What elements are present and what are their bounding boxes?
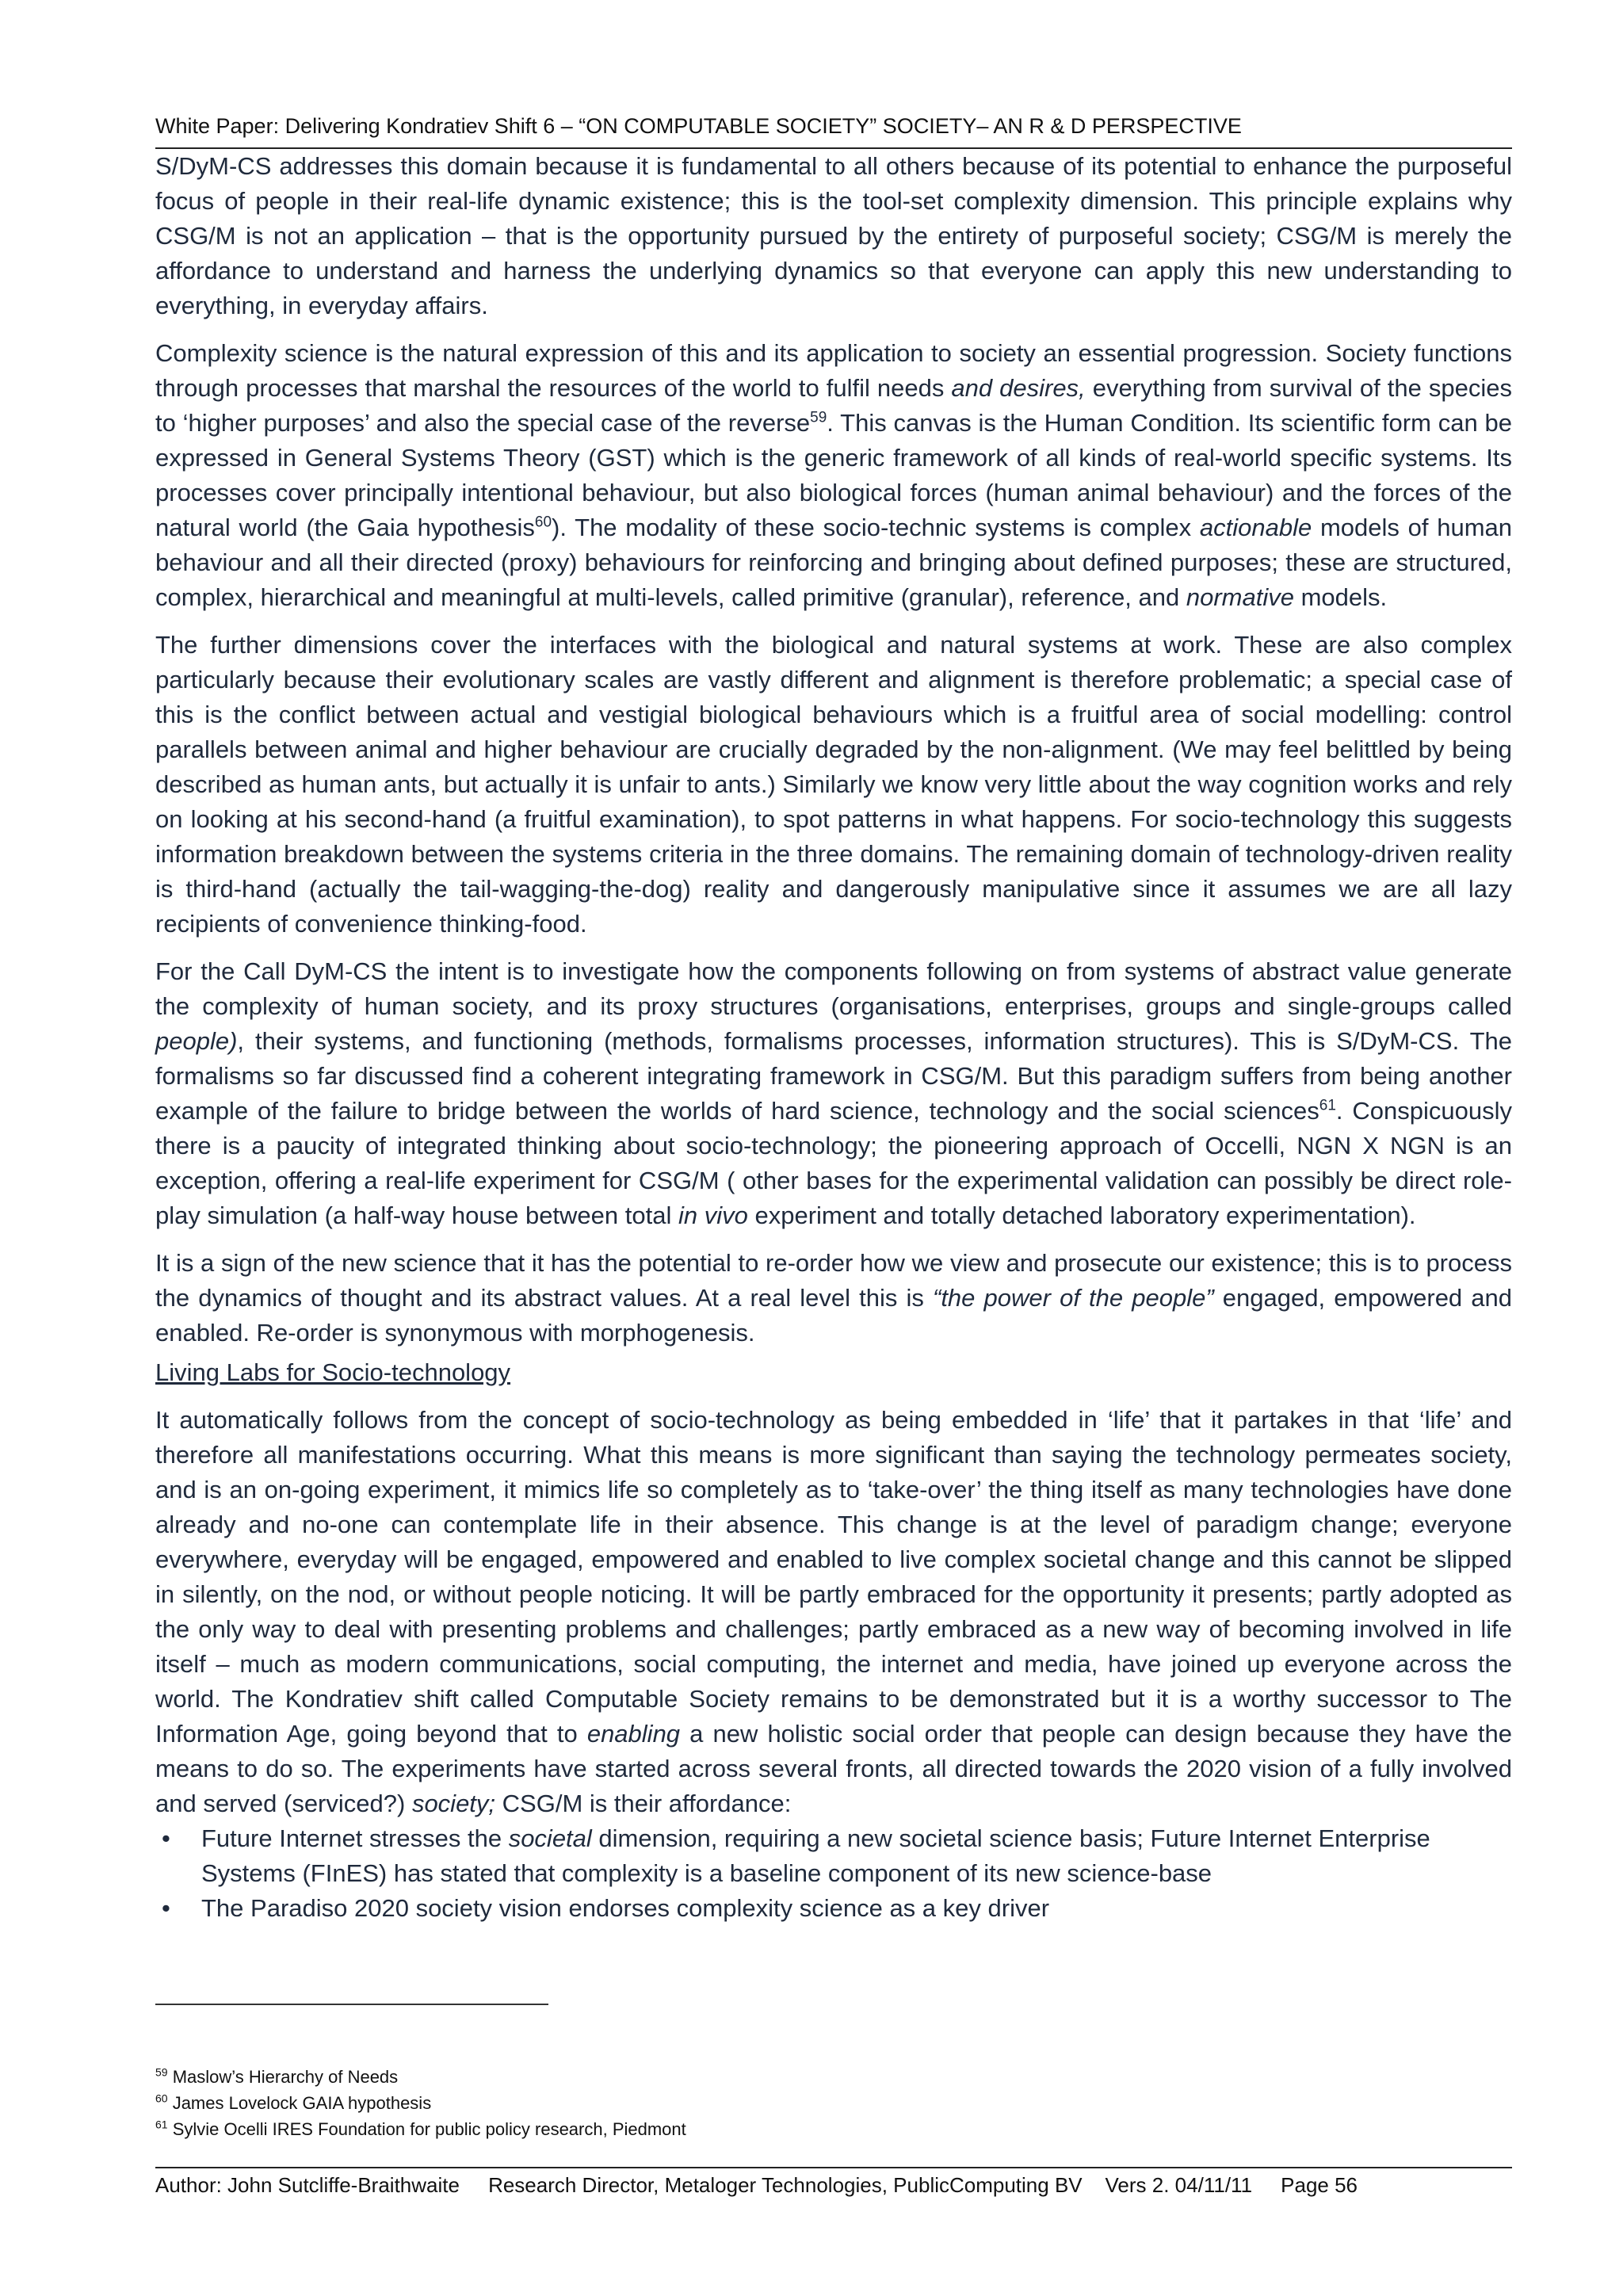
footnote-number: 61 [155, 2118, 168, 2131]
italic-run: in vivo [678, 1201, 748, 1229]
text-run: ). The modality of these socio-technic systems is complex [552, 514, 1200, 541]
footnote-number: 60 [155, 2092, 168, 2105]
italic-run: actionable [1199, 514, 1312, 541]
italic-run: normative [1186, 583, 1294, 611]
footnotes [155, 2064, 686, 2142]
paragraph-4 [155, 954, 1512, 1233]
bullet-item-1 [155, 1821, 1512, 1891]
text-run: Complexity science is the natural expression of this and its application to society an essential progression. Society functions through processes that marshal the resources of the world to fulfil needs [155, 339, 1512, 402]
italic-run: people) [155, 1027, 238, 1055]
paragraph-3: The further dimensions cover the interfaces with the biological and natural systems at work. These are also complex particularly because their evolutionary scales are vastly different and alignment is therefore problematic; a special case of this is the conflict between actual and vestigial biological behaviours which is a fruitful area of social modelling: control parallels between animal and higher behaviour are crucially degraded by the non-alignment. (We may feel belittled by being described as human ants, but actually it is unfair to ants.) Similarly we know very little about the way cognition works and rely on looking at his second-hand (a fruitful examination), to spot patterns in what happens. For socio-technology this suggests information breakdown between the systems criteria in the three domains. The remaining domain of technology-driven reality is third-hand (actually the tail-wagging-the-dog) reality and dangerously manipulative since it assumes we are all lazy recipients of convenience thinking-food. [155, 631, 1512, 938]
footnote-ref-60[interactable]: 60 [534, 514, 552, 531]
section-heading: Living Labs for Socio-technology [155, 1358, 511, 1386]
footnote-text: Maslow’s Hierarchy of Needs [167, 2067, 399, 2087]
text-run: models of human behaviour and all their directed (proxy) behaviours for reinforcing and bringing about defined purposes; these are structured, complex, hierarchical and meaningful at multi-levels, called primitive (granular), reference, and [155, 514, 1513, 611]
footnote-59 [155, 2064, 686, 2090]
footnote-text: James Lovelock GAIA hypothesis [167, 2093, 432, 2113]
text-run: It automatically follows from the concept of socio-technology as being embedded in ‘life’ that it partakes in that ‘life’ and therefore all manifestations occurring. What this means is more significant than saying the technology permeates society, and is an on-going experiment, it mimics life so completely as to ‘take-over’ the thing itself as many technologies have done already and no-one can contemplate life in their absence. This change is at the level of paradigm change; everyone everywhere, everyday will be engaged, empowered and enabled to live complex societal change and this cannot be slipped in silently, on the nod, or without people noticing. It will be partly embraced for the opportunity it presents; partly adopted as the only way to deal with presenting problems and challenges; partly embraced as a new way of becoming involved in life itself – much as modern communications, social computing, the internet and media, have joined up everyone across the world. The Kondratiev shift called Computable Society remains to be demonstrated but it is a worthy successor to The Information Age, going beyond that to [155, 1406, 1512, 1748]
italic-run: society; [411, 1790, 496, 1817]
text-run: Future Internet stresses the [201, 1824, 509, 1852]
footer-rule [155, 2167, 1512, 2168]
body-text [155, 149, 1512, 1926]
text-run: models. [1293, 583, 1388, 611]
paragraph-1: S/DyM-CS addresses this domain because it is fundamental to all others because of its potential to enhance the purposeful focus of people in their real-life dynamic existence; this is the tool-set complexity dimension. This principle explains why CSG/M is not an application – that is the opportunity pursued by the entirety of purposeful society; CSG/M is merely the affordance to understand and harness the underlying dynamics so that everyone can apply this new understanding to everything, in everyday affairs. [155, 152, 1512, 319]
text-run: . This canvas is the Human Condition. Its scientific form can be expressed in General Systems Theory (GST) which is the generic framework of all kinds of real-world specific systems. Its processes cover principally intentional behaviour, but also biological forces (human animal behaviour) and the forces of the natural world (the Gaia hypothesis [155, 409, 1512, 541]
footnote-separator [155, 2004, 548, 2005]
text-run: , their systems, and functioning (methods, formalisms processes, information structures). This is S/DyM-CS. The formalisms so far discussed find a coherent integrating framework in CSG/M. But this paradigm suffers from being another example of the failure to bridge between the worlds of hard science, technology and the social sciences [155, 1027, 1512, 1125]
text-run: experiment and totally detached laboratory experimentation). [747, 1201, 1416, 1229]
paragraph-2 [155, 336, 1512, 615]
footnote-ref-59[interactable]: 59 [810, 409, 827, 426]
footnote-text: Sylvie Ocelli IRES Foundation for public policy research, Piedmont [167, 2119, 686, 2139]
text-run: dimension, requiring a new societal science basis; Future Internet Enterprise Systems (FInES) has stated that complexity is a baseline component of its new science-base [201, 1824, 1430, 1887]
text-run: everything from survival of the species to ‘higher purposes’ and also the special case of the reverse [155, 374, 1512, 437]
text-run: CSG/M is their affordance: [495, 1790, 792, 1817]
running-header: White Paper: Delivering Kondratiev Shift 6 – “ON COMPUTABLE SOCIETY” SOCIETY– AN R & D PERSPECTIVE [155, 114, 1242, 138]
text-run: a new holistic social order that people can design because they have the means to do so. The experiments have started across several fronts, all directed towards the 2020 vision of a fully involved and served (serviced?) [155, 1720, 1513, 1817]
italic-run: enabling [586, 1720, 681, 1748]
text-run: engaged, empowered and enabled. Re-order is synonymous with morphogenesis. [155, 1284, 1513, 1347]
italic-run: and desires, [951, 374, 1086, 402]
footnote-ref-61[interactable]: 61 [1319, 1097, 1336, 1114]
footnote-number: 59 [155, 2065, 168, 2079]
text-run: It is a sign of the new science that it has the potential to re-order how we view and prosecute our existence; this is to process the dynamics of thought and its abstract values. At a real level this is [155, 1249, 1512, 1312]
bullet-item-2: • The Paradiso 2020 society vision endorses complexity science as a key driver [155, 1891, 1512, 1926]
italic-run: “the power of the people” [933, 1284, 1214, 1312]
running-footer: Author: John Sutcliffe-Braithwaite Research Director, Metaloger Technologies, PublicComputing BV Vers 2. 04/11/11 Page 56 [155, 2173, 1358, 2197]
paragraph-5 [155, 1246, 1512, 1350]
bullet-list [155, 1821, 1512, 1926]
footnote-60 [155, 2090, 686, 2116]
paragraph-6 [155, 1403, 1512, 1821]
text-run: For the Call DyM-CS the intent is to investigate how the components following on from systems of abstract value generate the complexity of human society, and its proxy structures (organisations, enterprises, groups and single-groups called [155, 957, 1512, 1020]
italic-run: societal [508, 1824, 592, 1852]
footnote-61 [155, 2116, 686, 2142]
text-run: . Conspicuously there is a paucity of integrated thinking about socio-technology; the pioneering approach of Occelli, NGN X NGN is an exception, offering a real-life experiment for CSG/M ( other bases for the experimental validation can possibly be direct role-play simulation (a half-way house between total [155, 1097, 1512, 1229]
